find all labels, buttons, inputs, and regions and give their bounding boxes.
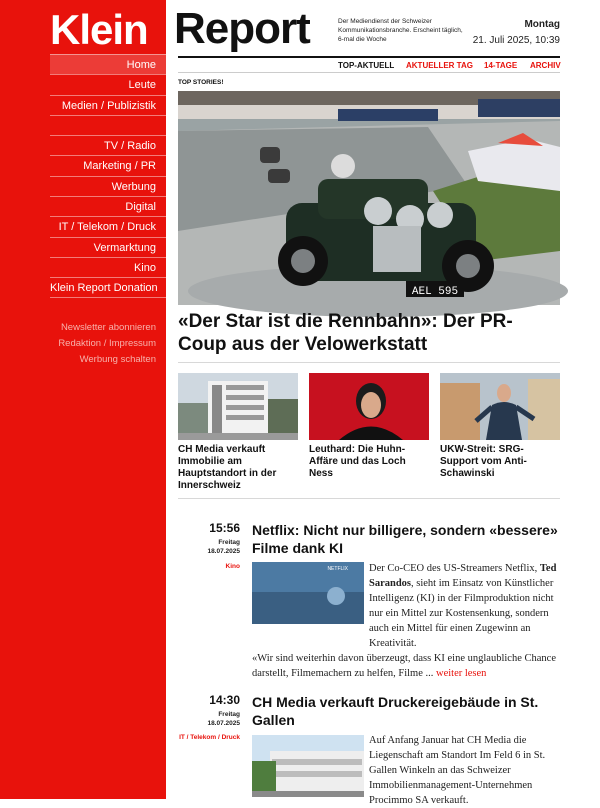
sidebar-item-kino[interactable]: Kino xyxy=(50,257,166,277)
article-category[interactable]: IT / Telekom / Druck xyxy=(179,734,240,741)
sidebar-item-marketing[interactable]: Marketing / PR xyxy=(50,155,166,175)
hero-license-plate: AEL 595 xyxy=(411,286,459,298)
read-more-link[interactable]: weiter lesen xyxy=(436,668,487,679)
sidebar-item-tv-radio[interactable]: TV / Radio xyxy=(50,135,166,155)
sidebar-item-vermarktung[interactable]: Vermarktung xyxy=(50,237,166,257)
article-netflix xyxy=(178,521,560,681)
top-nav xyxy=(178,56,560,73)
logo-klein-area[interactable] xyxy=(0,0,166,54)
date-block xyxy=(473,17,560,49)
article-quote xyxy=(252,651,560,681)
article-weekday: Freitag xyxy=(218,711,240,718)
divider xyxy=(178,362,560,363)
hero-photo-racecar xyxy=(178,91,560,305)
sidebar-service-links xyxy=(58,320,156,368)
sub-story-2-photo xyxy=(309,373,429,440)
sub-story-3-photo xyxy=(440,373,560,440)
article-date xyxy=(178,538,240,556)
sidebar xyxy=(0,0,166,799)
sidebar-spacer xyxy=(50,115,166,135)
hero-image[interactable] xyxy=(178,91,560,305)
sub-story-1[interactable] xyxy=(178,373,298,492)
article-weekday: Freitag xyxy=(218,539,240,546)
article-teaser xyxy=(369,561,560,651)
top-stories-label: TOP STORIES! xyxy=(178,79,224,86)
article-time: 14:30 xyxy=(209,693,240,707)
tab-top-aktuell[interactable]: TOP-AKTUELL xyxy=(338,61,395,70)
article-date xyxy=(178,710,240,728)
article-date-value: 18.07.2025 xyxy=(207,548,240,555)
sidebar-nav xyxy=(50,54,166,298)
article-teaser-a: Der Co-CEO des US-Streamers Netflix, xyxy=(369,563,538,574)
sidebar-item-it-telekom[interactable]: IT / Telekom / Druck xyxy=(50,216,166,236)
article-quote-text: «Wir sind weiterhin davon überzeugt, dass KI eine unglaubliche Chance darstellt, Filmemachern zu helfen, Filme ... xyxy=(252,653,556,679)
article-date-value: 18.07.2025 xyxy=(207,720,240,727)
sub-story-2-title[interactable]: Leuthard: Die Huhn-Affäre und das Loch Ness xyxy=(309,444,406,479)
impressum-link[interactable]: Redaktion / Impressum xyxy=(58,338,156,349)
article-teaser: Auf Anfang Januar hat CH Media die Liegenschaft am Standort Im Feld 6 in St. Gallen Winkeln an das Schweizer Immobilienmanagement-Unternehmen Procimmo SA verkauft. xyxy=(369,735,546,806)
hero-title[interactable]: «Der Star ist die Rennbahn»: Der PR-Coup aus der Velowerkstatt xyxy=(178,311,513,355)
sub-story-3[interactable] xyxy=(440,373,560,480)
article-category[interactable]: Kino xyxy=(225,563,240,570)
article-title[interactable]: Netflix: Nicht nur billigere, sondern «bessere» Filme dank KI xyxy=(252,522,558,556)
werbung-schalten-link[interactable]: Werbung schalten xyxy=(79,354,156,365)
article-thumb[interactable] xyxy=(252,735,364,797)
article-ch-media xyxy=(178,693,560,806)
sidebar-item-leute[interactable]: Leute xyxy=(50,74,166,94)
divider xyxy=(178,498,560,499)
article-thumb-label: NETFLIX xyxy=(327,566,348,572)
sub-story-1-photo xyxy=(178,373,298,440)
sidebar-item-digital[interactable]: Digital xyxy=(50,196,166,216)
logo-klein-text[interactable]: Klein xyxy=(50,6,148,53)
article-title[interactable]: CH Media verkauft Druckereigebäude in St. Gallen xyxy=(252,694,539,728)
article-teaser-b: , sieht im Einsatz von Künstlicher Intelligenz (KI) in der Filmproduktion nicht nur ein Mittel zur Kostensenkung, sondern auch ein Mittel für einen Zugewinn an Kreativität. xyxy=(369,578,554,649)
article-teaser-name: Ted Sarandos xyxy=(369,563,557,589)
tab-aktueller-tag[interactable]: AKTUELLER TAG xyxy=(406,61,473,70)
sub-story-3-title[interactable]: UKW-Streit: SRG-Support vom Anti-Schawinski xyxy=(440,444,527,479)
tab-14-tage[interactable]: 14-TAGE xyxy=(484,61,518,70)
tab-archiv[interactable]: ARCHIV xyxy=(530,61,561,70)
tagline: Der Mediendienst der Schweizer Kommunikationsbranche. Erscheint täglich, 6-mal die Woche xyxy=(338,18,463,43)
sidebar-item-medien[interactable]: Medien / Publizistik xyxy=(50,95,166,115)
sub-story-2[interactable] xyxy=(309,373,429,480)
sidebar-item-home[interactable]: Home xyxy=(50,54,166,74)
sidebar-item-donation[interactable]: Klein Report Donation xyxy=(50,277,166,297)
sidebar-item-werbung[interactable]: Werbung xyxy=(50,176,166,196)
article-time: 15:56 xyxy=(209,521,240,535)
current-day: Montag xyxy=(524,19,560,30)
logo-report-text[interactable]: Report xyxy=(174,4,310,53)
header xyxy=(166,0,600,54)
sub-story-1-title[interactable]: CH Media verkauft Immobilie am Hauptstandort in der Innerschweiz xyxy=(178,444,277,491)
newsletter-link[interactable]: Newsletter abonnieren xyxy=(60,322,156,333)
current-datetime: 21. Juli 2025, 10:39 xyxy=(472,35,560,46)
article-thumb[interactable] xyxy=(252,562,364,624)
